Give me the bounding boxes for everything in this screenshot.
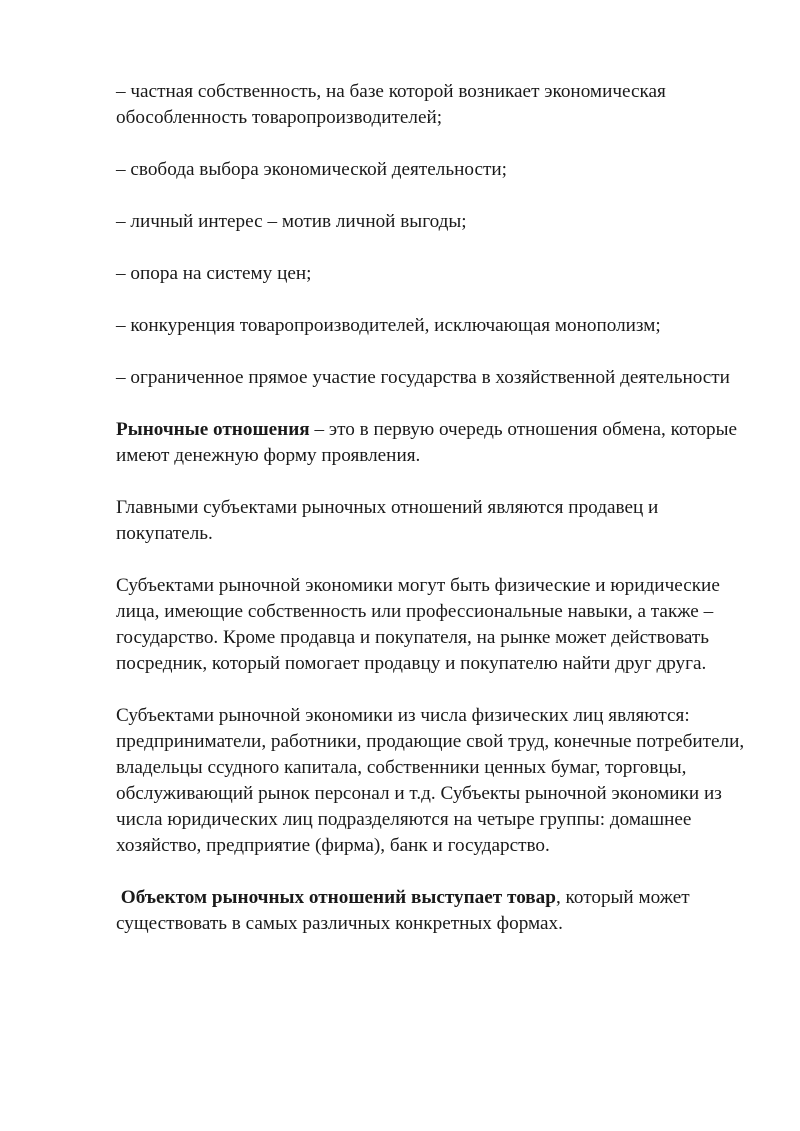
list-item-freedom-of-choice: – свобода выбора экономической деятельности;: [116, 159, 507, 180]
main-subjects-paragraph: Главными субъектами рыночных отношений являются продавец и покупатель.: [116, 497, 659, 544]
market-relations-term: Рыночные отношения: [116, 419, 310, 440]
market-relations-definition: – это в первую очередь отношения обмена, которые имеют денежную форму проявления.: [116, 419, 738, 466]
list-item-personal-interest: – личный интерес – мотив личной выгоды;: [116, 211, 467, 232]
object-term: Объектом рыночных отношений выступает товар: [120, 887, 556, 908]
list-item-competition: – конкуренция товаропроизводителей, исключающая монополизм;: [116, 315, 661, 336]
market-relations-paragraph: [116, 417, 752, 469]
list-item-price-system: – опора на систему цен;: [116, 263, 312, 284]
object-paragraph: [116, 885, 752, 937]
document-body: [116, 79, 752, 937]
individual-subjects-paragraph: Субъектами рыночной экономики из числа физических лиц являются: предприниматели, работники, продающие свой труд, конечные потребители, владельцы ссудного капитала, собственники ценных бумаг, торговцы, обслуживающий рынок персонал и т.д. Субъекты рыночной экономики из числа юридических лиц подразделяются на четыре группы: домашнее хозяйство, предприятие (фирма), банк и государство.: [116, 705, 745, 856]
object-rest: , который может существовать в самых различных конкретных формах.: [116, 887, 690, 934]
list-item-state-participation: – ограниченное прямое участие государства в хозяйственной деятельности: [116, 367, 730, 388]
list-item-private-property: – частная собственность, на базе которой возникает экономическая обособленность товаропроизводителей;: [116, 81, 666, 128]
economy-subjects-paragraph: Субъектами рыночной экономики могут быть физические и юридические лица, имеющие собственность или профессиональные навыки, а также – государство. Кроме продавца и покупателя, на рынке может действовать посредник, который помогает продавцу и покупателю найти друг друга.: [116, 575, 720, 674]
